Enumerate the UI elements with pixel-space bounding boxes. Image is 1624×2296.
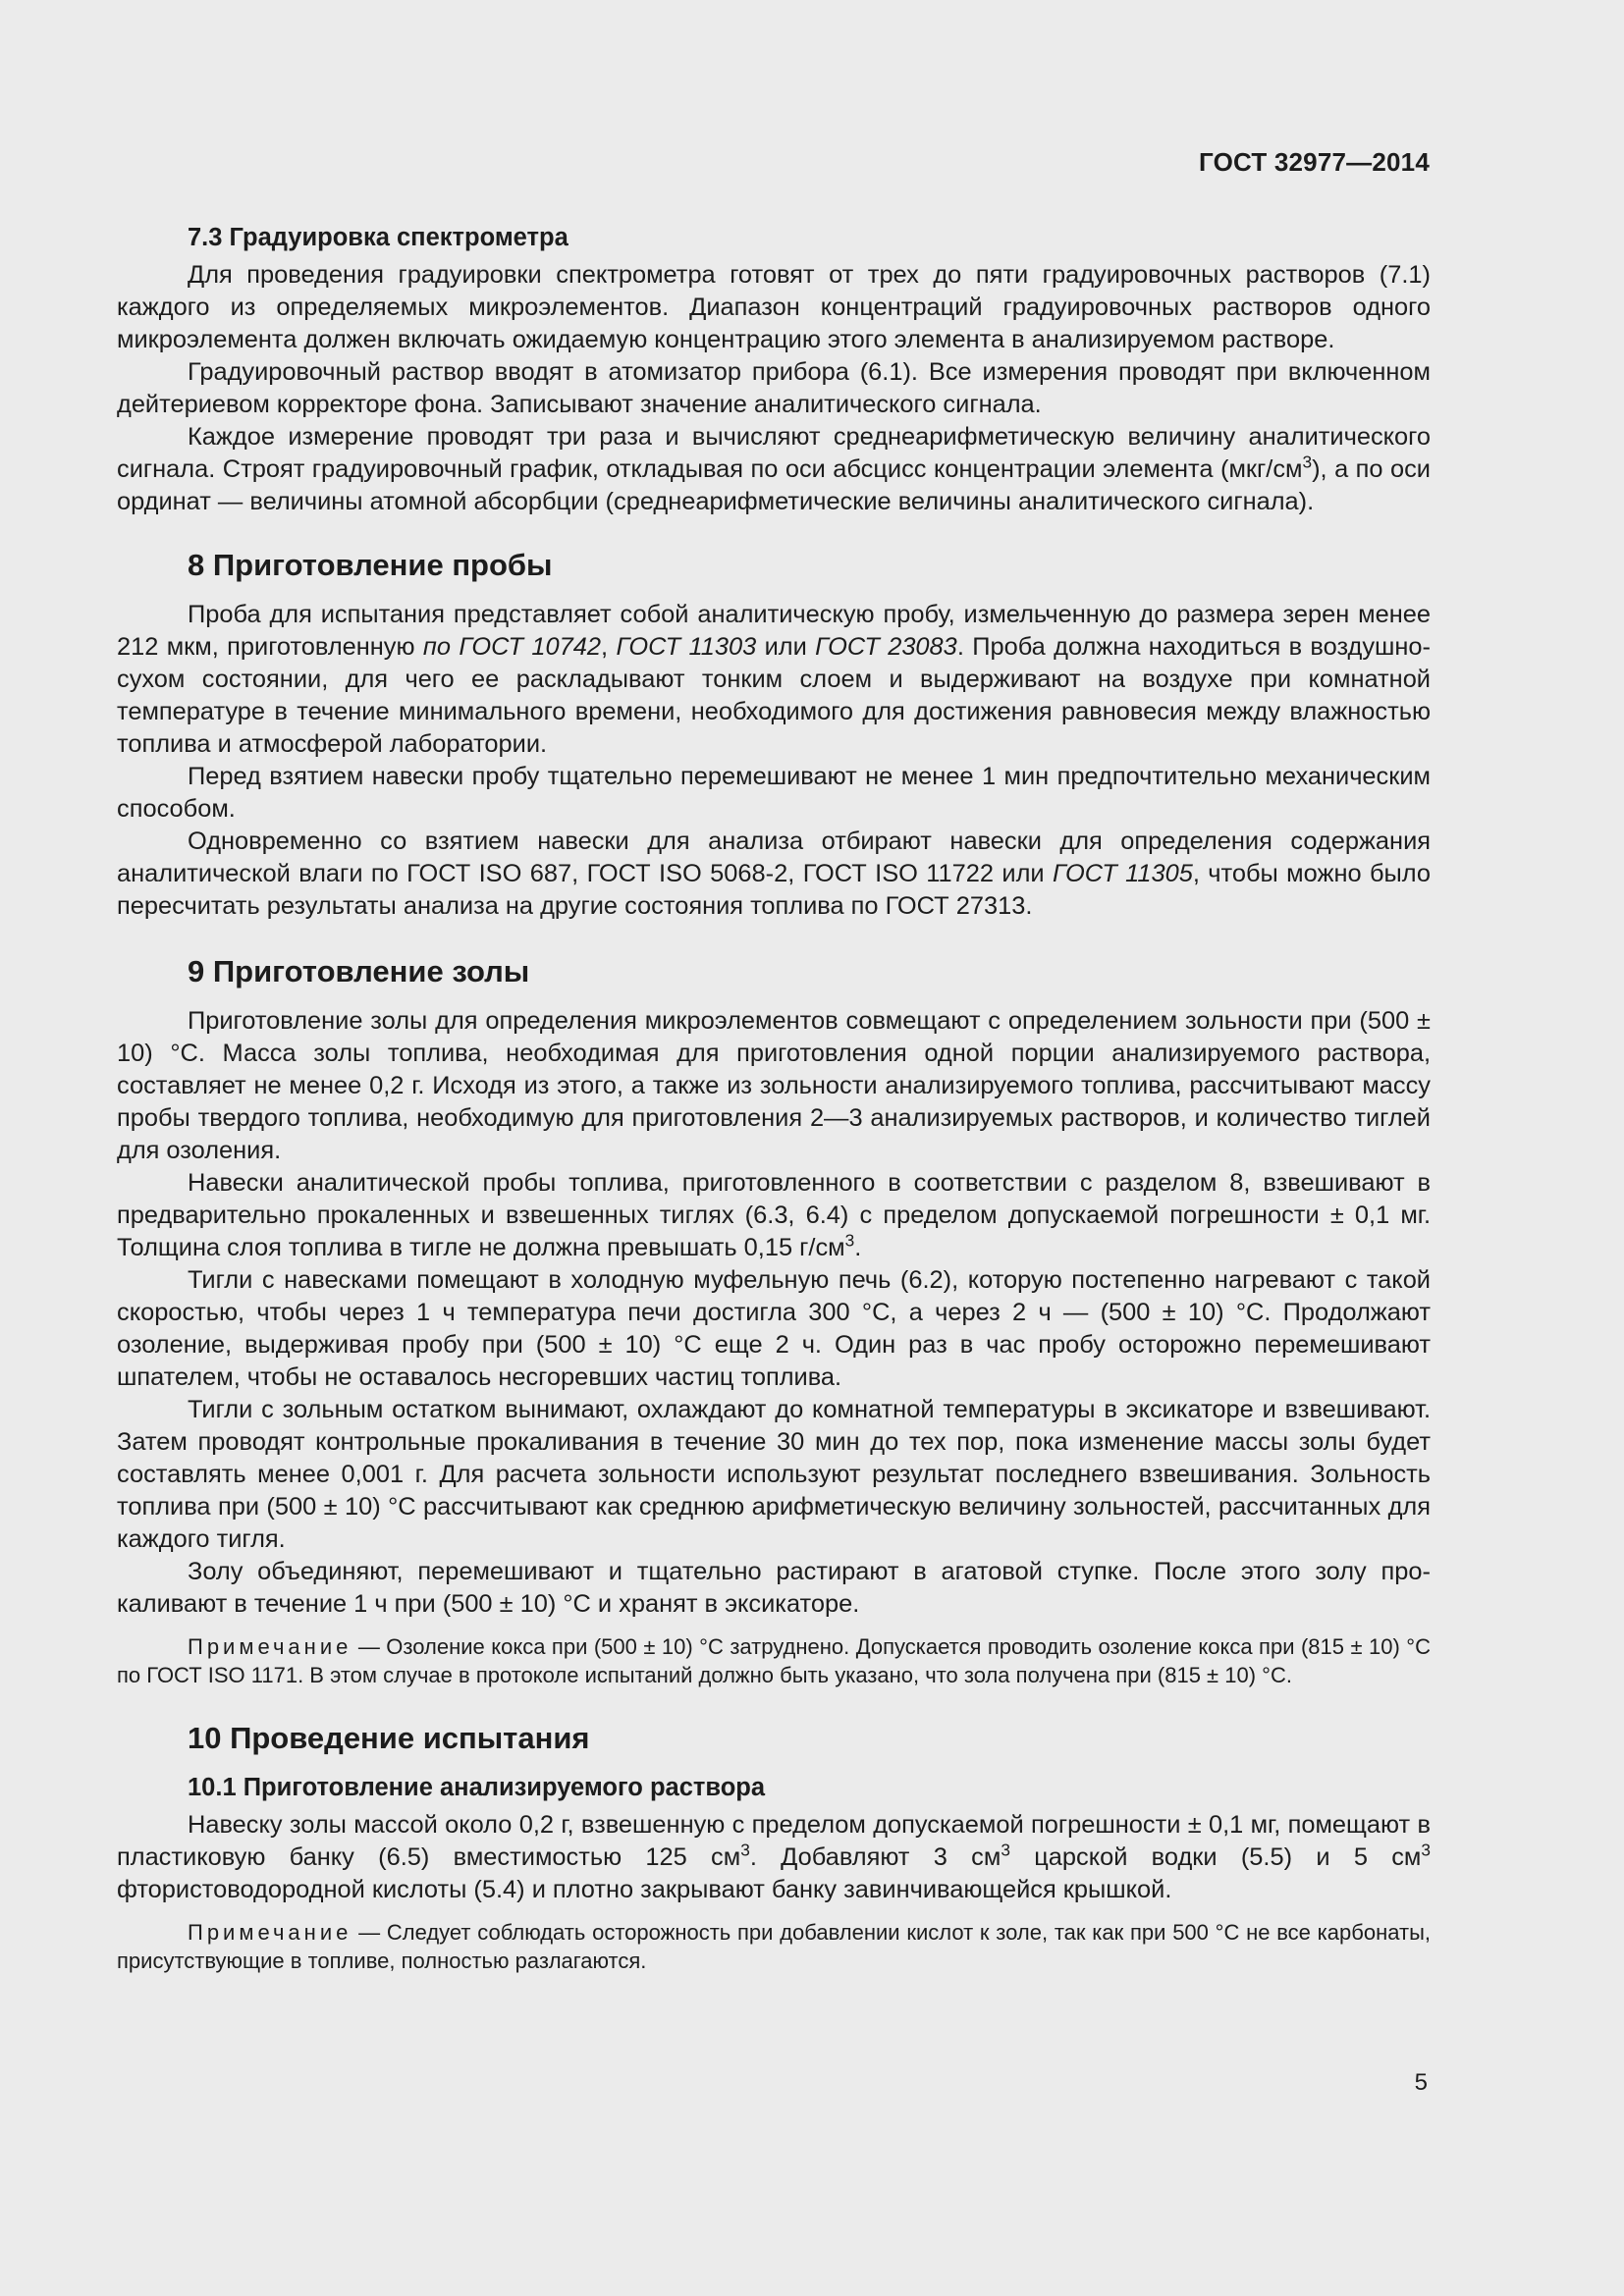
paragraph-9-2	[117, 1167, 1431, 1264]
paragraph-8-1	[117, 599, 1431, 761]
section-title-8: 8 Приготовление пробы	[188, 548, 553, 582]
note-text: — Озоление кокса при (500 ± 10) °С затруднено. Допускается проводить озоление кокса при (815 ± 10) °С по ГОСТ ISO 1171. В этом случае в протоколе испытаний должно быть указано, что зола получена при (815 ± 10) °С.	[117, 1634, 1431, 1687]
standard-reference: ГОСТ 11303	[616, 633, 757, 661]
page-content	[117, 222, 1431, 1975]
text-run: фтористоводородной кислоты (5.4) и плотно закрывают банку завинчивающейся крышкой.	[117, 1876, 1172, 1903]
paragraph-9-5: Золу объединяют, перемешивают и тщательно растирают в агатовой ступке. После этого золу прокаливают в течение 1 ч при (500 ± 10) °С и хранят в эксикаторе.	[117, 1558, 1431, 1618]
note-label: Примечание	[188, 1634, 352, 1659]
page-number: 5	[1414, 2069, 1428, 2096]
paragraph-9-3: Тигли с навесками помещают в холодную муфельную печь (6.2), которую постепенно нагревают с такой скоростью, чтобы через 1 ч температура печи достигла 300 °С, а через 2 ч — (500 ± 10) °С. Продолжают озоление, выдерживая пробу при (500 ± 10) °С еще 2 ч. Один раз в час пробу осторожно перемешивают шпателем, чтобы не оставалось несгоревших частиц топлива.	[117, 1266, 1431, 1391]
note-text: — Следует соблюдать осторожность при добавлении кислот к золе, так как при 500 °С не все карбонаты, присутствующие в топливе, полностью разлагаются.	[117, 1920, 1431, 1973]
text-run: Навески аналитической пробы топлива, приготовленного в соответствии с разделом 8, взвешивают в предварительно прокаленных и взвешенных тиглях (6.3, 6.4) с пределом допускаемой погрешности ± 0,1 мг. Толщина слоя топлива в тигле не должна превышать 0,15 г/см	[117, 1169, 1431, 1261]
standard-reference: ГОСТ 23083	[815, 633, 957, 661]
paragraph-9-4: Тигли с зольным остатком вынимают, охлаждают до комнатной температуры в эксикаторе и взвешивают. Затем проводят контрольные прокаливания в течение 30 мин до тех пор, пока изменение массы золы будет составлять менее 0,001 г. Для расчета зольности используют результат последнего взвешивания. Зольность топлива при (500 ± 10) °С рассчитывают как среднюю арифметическую величину зольностей, рассчитанных для каждого тигля.	[117, 1396, 1431, 1553]
section-title-10: 10 Проведение испытания	[188, 1721, 590, 1755]
subsection-title-10-1: 10.1 Приготовление анализируемого раствора	[188, 1774, 766, 1801]
paragraph-7-3-3	[117, 421, 1431, 518]
text-run: ), а по оси ординат — величины атомной абсорбции (среднеарифметические величины аналитического сигнала).	[117, 455, 1431, 515]
paragraph-10-1	[117, 1809, 1431, 1906]
text-run: . Проба должна находиться в воздушно-сухом состоянии, для чего ее раскладывают тонким слоем и выдерживают на воздухе при комнатной температуре в течение минимального времени, необходимого для достижения равновесия между влажностью топлива и атмосферой лаборатории.	[117, 633, 1432, 758]
paragraph-9-1: Приготовление золы для определения микроэлементов совмещают с определением зольности при (500 ± 10) °С. Масса золы топлива, необходимая для приготовления одной порции анализируемого раствора, составляет не менее 0,2 г. Исходя из этого, а также из зольности анализируемого топлива, рассчитывают массу пробы твердого топлива, необходимую для приготовления 2—3 анализируемых растворов, и количество тиглей для озоления.	[117, 1007, 1431, 1164]
text-run: Проба для испытания представляет собой аналитическую пробу, измельченную до размера зерен менее 212 мкм, приготовленную	[117, 601, 1431, 661]
paragraph-7-3-1: Для проведения градуировки спектрометра готовят от трех до пяти градуировочных растворов (7.1) каждого из определяемых микроэлементов. Диапазон концентраций градуировочных растворов одного микроэлемента должен включать ожидаемую концентрацию этого элемента в анализируемом растворе.	[117, 261, 1431, 353]
text-run: или	[756, 633, 816, 661]
section-title-9: 9 Приготовление золы	[188, 954, 530, 988]
text-run: ,	[601, 633, 617, 661]
superscript: 3	[1302, 452, 1313, 472]
document-code-header: ГОСТ 32977—2014	[1199, 147, 1430, 177]
subsection-title-7-3: 7.3 Градуировка спектрометра	[188, 224, 568, 251]
superscript: 3	[740, 1840, 750, 1860]
text-run: . Добавляют 3 см	[749, 1843, 1001, 1871]
note-label: Примечание	[188, 1920, 352, 1945]
text-run: Каждое измерение проводят три раза и вычисляют среднеарифметическую величину аналитического сигнала. Строят градуировочный график, откладывая по оси абсцисс концентрации элемента (мкг/см	[117, 423, 1431, 483]
standard-reference: ГОСТ 11305	[1053, 860, 1193, 887]
text-run: Навеску золы массой около 0,2 г, взвешенную с пределом допускаемой погрешности ± 0,1 мг, помещают в пластиковую банку (6.5) вместимостью 125 см	[117, 1811, 1431, 1871]
note-9	[117, 1632, 1431, 1689]
text-run: .	[854, 1234, 862, 1261]
note-10	[117, 1918, 1431, 1975]
paragraph-8-2: Перед взятием навески пробу тщательно перемешивают не менее 1 мин предпочтительно механическим способом.	[117, 763, 1431, 823]
standard-reference: по ГОСТ 10742	[422, 633, 602, 661]
text-run: царской водки (5.5) и 5 см	[1009, 1843, 1422, 1871]
superscript: 3	[1001, 1840, 1010, 1860]
text-run: , чтобы можно было пересчитать результаты анализа на другие состояния топлива по ГОСТ 27313.	[117, 860, 1432, 920]
paragraph-8-3	[117, 826, 1431, 923]
paragraph-7-3-2: Градуировочный раствор вводят в атомизатор прибора (6.1). Все измерения проводят при включенном дейтериевом корректоре фона. Записывают значение аналитического сигнала.	[117, 358, 1431, 418]
text-run: Одновременно со взятием навески для анализа отбирают навески для определения содержания аналитической влаги по ГОСТ ISO 687, ГОСТ ISO 5068-2, ГОСТ ISO 11722 или	[117, 828, 1431, 887]
superscript: 3	[1421, 1840, 1431, 1860]
superscript: 3	[844, 1230, 855, 1251]
